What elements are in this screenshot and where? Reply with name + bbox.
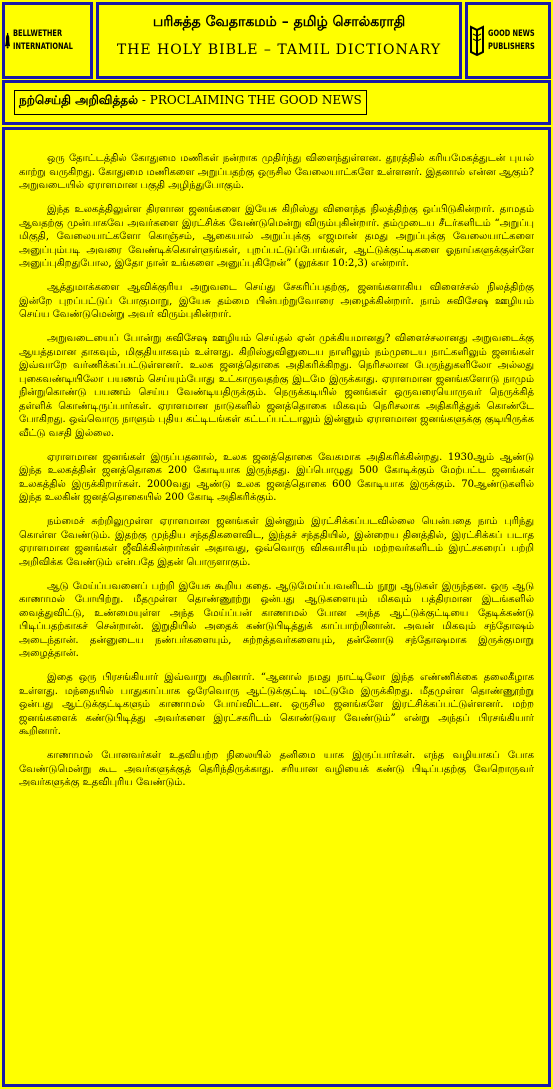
paragraph: அறுவடையைப் போன்று சுவிசேஷ ஊழியம் செய்தல் ஏன் முக்கியமானது? விளைச்சலானது அறுவடைக்கு ஆயத்தமான தாகவும், மிகுதியாகவும் உள்ளது. கிறிஸ்துவினுடைய நாளிலும் நம்முடைய நாட்களிலும் ஜனங்கள் இவ்வாறே வர்ணிக்கப்பட்டுள்ளனர். உலக ஜனத்தொகை அதிகரிக்கிறது. நெரிசலான பேருந்துகளிலோ அல்லது புகைவண்டியிலோ பயணம் செய்யும்போது உட்காருவதற்கு இடமே இருக்காது. ஏராளமான ஜனங்களோடு நாமும் நின்றுகொண்டு பயணம் செய்ய வேண்டியதிருக்கும். நெருக்கடியில் ஜனங்கள் ஒருவரையொருவர் நெருக்கித் தள்ளிக் கொண்டிருப்பார்கள். ஏராளமான நாடுகளில் ஜனத்தொகை மிகவும் நெரிசலாக அதிகரித்துக் கொண்டே போகிறது. ஒவ்வொரு நாளும் புதிய கட்டிடங்கள் கட்டப்பட்டாலும் இன்னும் ஏராளமான ஜனங்களுக்கு குடியிருக்க வீட்டு வசதி இல்லை. (19, 333, 534, 439)
bell-icon (5, 21, 10, 61)
paragraph: இந்த உலகத்திலுள்ள திரளான ஜனங்களை இயேசு கிறிஸ்து விளைந்த நிலத்திற்கு ஒப்பிடுகின்றார். தாமதம் ஆவதற்கு முன்பாகவே அவர்களை இரட்சிக்க வேண்டுமென்று விரும்புகின்றார். தம்முடைய சீடர்களிடம் “அறுப்பு மிகுதி, வேலையாட்களோ கொஞ்சம், ஆகையால் அறுப்புக்கு எஜமான் தமது அறுப்புக்கு வேலையாட்களை அனுப்பும்படி அவரை வேண்டிக்கொள்ளுங்கள், புறப்பட்டுப்போங்கள், ஆட்டுக்குட்டிகளை ஓநாய்களுக்குள்ளே அனுப்புகிறதுபோல, இதோ நான் உங்களை அனுப்புகிறேன்” (லூக்கா 10:2,3) என்றார். (19, 204, 534, 269)
paragraph: காணாமல் போனவர்கள் உதவியற்ற நிலையில் தனிமை யாக இருப்பார்கள். எந்த வழியாகப் போக வேண்டுமென்று கூட அவர்களுக்குத் தெரிந்திருக்காது. சரியான வழியைக் கண்டு பிடிப்பதற்கு வேறொருவர் அவர்களுக்கு உதவிபுரிய வேண்டும். (19, 750, 534, 788)
section-title-english: - PROCLAIMING THE GOOD NEWS (138, 93, 362, 107)
title-tamil: பரிசுத்த வேதாகமம் – தமிழ் சொல்கராதி (152, 14, 406, 30)
header (96, 2, 462, 79)
section-header (2, 80, 551, 125)
article-body (2, 127, 551, 1087)
paragraph: ஒரு தோட்டத்தில் கோதுமை மணிகள் நன்றாக முதிர்ந்து விளைந்துள்ளன. தூரத்தில் கரியமேகத்துடன் புயல் காற்று வருகிறது. கோதுமை மணிகளை அறுப்பதற்கு ஒருசில வேலையாட்களே உள்ளனர். இதனால் என்ன ஆகும்? அறுவடையில் ஏராளமான பகுதி அழிந்துபோகும். (19, 153, 534, 191)
paragraph: ஏராளமான ஜனங்கள் இருப்பதனால், உலக ஜனத்தொகை வேகமாக அதிகரிக்கின்றது. 1930ஆம் ஆண்டு இந்த உலகத்தின் ஜனத்தொகை 200 கோடியாக இருந்தது. இப்பொழுது 500 கோடிக்கும் மேற்பட்ட ஜனங்கள் உலகத்தில் இருக்கிறார்கள். 2000வது ஆண்டு உலக ஜனத்தொகை 600 கோடியாக இருக்கும். 70ஆண்டுகளில் இந்த உலகின் ஜனத்தொகையில் 200 கோடி அதிகரிக்கும். (19, 451, 534, 503)
bellwether-logo-text: BELLWETHER INTERNATIONAL (13, 28, 74, 52)
paragraph: ஆடு மேய்ப்பவனைப் பற்றி இயேசு கூறிய கதை. ஆடுமேய்ப்பவனிடம் நூறு ஆடுகள் இருந்தன. ஒரு ஆடு காணாமல் போயிற்று. மீதமுள்ள தொண்ணூற்று ஒன்பது ஆடுகளையும் மிகவும் பத்திரமான இடங்களில் வைத்துவிட்டு, உண்மையுள்ள அந்த மேய்ப்பன் காணாமல் போன அந்த ஆட்டுக்குட்டியை தேடிக்கண்டு பிடிப்பதற்காகச் சென்றான். இறுதியில் அதைக் கண்டுபிடித்துக் காப்பாற்றினான். அவன் மிகவும் சந்தோஷம் அடைந்தான். தன்னுடைய நண்பர்களையும், சுற்றத்தவர்களையும், தன்னோடு சந்தோஷமாக இருக்குமாறு அழைத்தான். (19, 580, 534, 659)
paragraph: நம்மைச் சுற்றிலுமுள்ள ஏராளமான ஜனங்கள் இன்னும் இரட்சிக்கப்படவில்லை யென்பதை நாம் புரிந்து கொள்ள வேண்டும். இதற்கு முந்திய சந்ததிகளைவிட, இந்தச் சந்ததியில், இன்றைய தினத்தில், இரட்சிக்கப் படாத ஏராளமான ஜனங்கள் ஜீவிக்கின்றார்கள் அதாவது, ஒவ்வொரு விசுவாசியும் மற்றவர்களிடம் இரட்சகரைப் பற்றி அறிவிக்க வேண்டும் என்பதே இதன் பொருளாகும். (19, 516, 534, 568)
paragraph: ஆத்துமாக்களை ஆவிக்குரிய அறுவடை செய்து சேகரிப்பதற்கு, ஜனங்களாகிய விளைச்சல் நிலத்திற்கு இன்றே புறப்பட்டுப் போகுமாறு, இயேசு தம்மை பின்பற்றுவோரை அழைக்கின்றார். நாம் சுவிசேஷ ஊழியம் செய்ய வேண்டுமென்று அவர் விரும்புகின்றார். (19, 282, 534, 320)
paragraph: இதை ஒரு பிரசங்கியார் இவ்வாறு கூறினார். “ஆனால் நமது நாட்டிலோ இந்த எண்ணிக்கை தலைகீழாக உள்ளது. மந்தையில் பாதுகாப்பாக ஒரேவொரு ஆட்டுக்குட்டி மட்டுமே இருக்கிறது. மீதமுள்ள தொண்ணூற்று ஒன்பது ஆட்டுக்குட்டிகளும் காணாமல் போய்விட்டன. ஒருசில ஜனங்களே இரட்சிக்கப்பட்டுள்ளனர். மற்ற ஜனங்களைக் கண்டுபிடித்து அவர்களை இரட்சகரிடம் கொண்டுவர வேண்டும்” என்று அந்தப் பிரசங்கியார் கூறினார். (19, 672, 534, 737)
section-title-tamil: நற்செய்தி அறிவித்தல் (19, 93, 139, 107)
title-english: THE HOLY BIBLE – TAMIL DICTIONARY (116, 42, 442, 58)
bellwether-logo (2, 2, 93, 79)
good-news-logo-text: GOOD NEWS PUBLISHERS (487, 28, 535, 52)
open-book-icon (469, 24, 485, 58)
good-news-logo (465, 2, 551, 79)
section-title (14, 90, 367, 115)
